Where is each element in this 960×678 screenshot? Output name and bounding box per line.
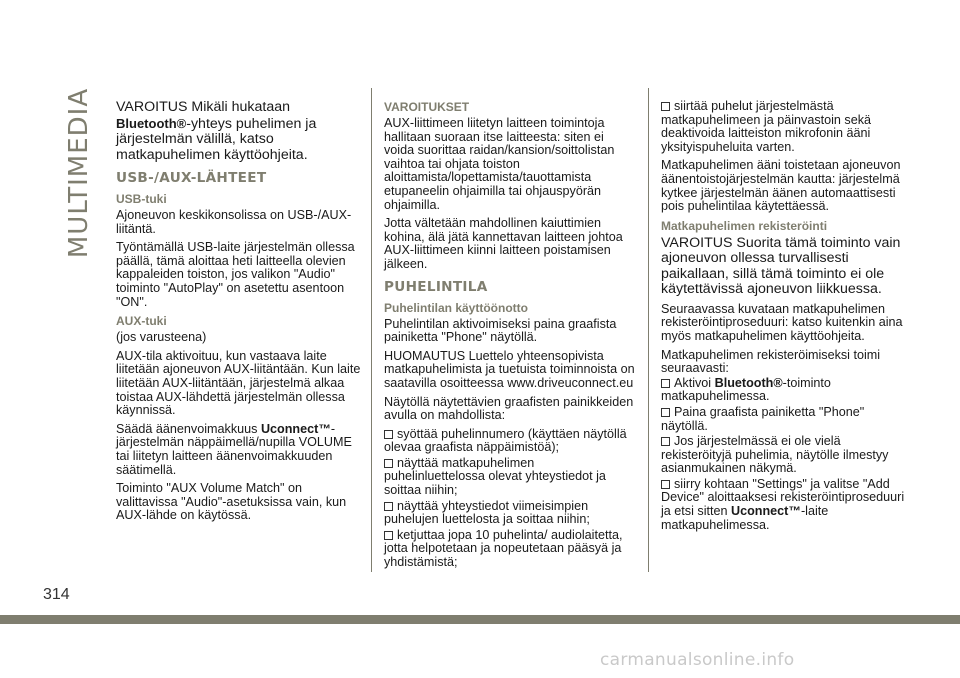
list-item: Aktivoi Bluetooth®-toiminto matkapuhelimessa.: [661, 375, 831, 404]
warning-registration: VAROITUS Suorita tämä toiminto vain ajoneuvon ollessa turvallisesti paikallaan, sillä tämä toiminto ei ole käytettävissä ajoneuvon liikkuessa.: [661, 234, 901, 298]
column-3: [661, 100, 913, 534]
subheading-phone-activation: Puhelintilan käyttöönotto: [384, 300, 528, 315]
paragraph: Ajoneuvon keskikonsolissa on USB-/AUX-liitäntä.: [116, 208, 352, 236]
column-divider: [648, 88, 649, 572]
paragraph: Toiminto "AUX Volume Match" on valittavissa "Audio"-asetuksissa vain, kun AUX-lähde on käytössä.: [116, 481, 347, 523]
side-label-text: MULTIMEDIA: [64, 87, 94, 258]
page-number: 314: [43, 586, 70, 603]
footer-bar: [0, 615, 960, 624]
column-divider: [371, 88, 372, 572]
paragraph: AUX-liittimeen liitetyn laitteen toimintoja hallitaan suoraan itse laitteesta: siten ei voida suorittaa raidan/kansion/soittolistan vaihtoa tai ohjata toiston aloittamista/lopettamista/tauottamista etupaneelin ohjaimilla tai ohjauspyörän ohjaimilla.: [384, 116, 615, 212]
list-item: Jos järjestelmässä ei ole vielä rekisteröityjä puhelimia, näytölle ilmestyy asianmukainen näkymä.: [661, 434, 889, 476]
checkbox-bullet-icon: [384, 502, 393, 511]
list-item: Paina graafista painiketta "Phone" näytöllä.: [661, 404, 865, 433]
column-2: [384, 100, 636, 572]
subheading-phone-registration: Matkapuhelimen rekisteröinti: [661, 218, 828, 233]
subheading-aux: AUX-tuki: [116, 314, 167, 329]
list-item: ketjuttaa jopa 10 puhelinta/ audiolaitetta, jotta helpotetaan ja nopeutetaan pääsyä ja yhdistämistä;: [384, 527, 623, 570]
paragraph: Puhelintilan aktivoimiseksi paina graafista painiketta "Phone" näytöllä.: [384, 316, 617, 345]
heading-warnings: VAROITUKSET: [384, 100, 470, 114]
paragraph: AUX-tila aktivoituu, kun vastaava laite liitetään ajoneuvon AUX-liitäntään. Kun laite liitetään AUX-liitäntään, järjestelmä alkaa toistaa AUX-lähdettä järjestelmän ollessa käynnissä.: [116, 348, 361, 418]
checkbox-bullet-icon: [661, 480, 670, 489]
list-item: näyttää yhteystiedot viimeisimpien puhelujen luettelosta ja soittaa niihin;: [384, 498, 590, 527]
list-item: siirry kohtaan "Settings" ja valitse "Add Device" aloittaaksesi rekisteröintiproseduuri ja etsi sitten Uconnect™-laite matkapuhelimessa.: [661, 476, 905, 532]
note: HUOMAUTUS Luettelo yhteensopivista matkapuhelimista ja tuetuista toiminnoista on saatavilla osoitteessa www.driveuconnect.eu: [384, 348, 635, 390]
list-item: näyttää matkapuhelimen puhelinluettelossa olevat yhteystiedot ja soittaa niihin;: [384, 455, 606, 498]
paragraph: Työntämällä USB-laite järjestelmän ollessa päällä, tämä aloittaa heti laitteella olevien kappaleiden toiston, jos valikon "Audio" toiminto "AutoPlay" on asetettu asentoon "ON".: [116, 240, 355, 309]
checkbox-bullet-icon: [384, 430, 393, 439]
paragraph: Matkapuhelimen ääni toistetaan ajoneuvon äänentoistojärjestelmän kautta: järjestelmä kytkee järjestelmän äänen automaattisesti pois puhelintilaa käytettäessä.: [661, 158, 901, 214]
checkbox-bullet-icon: [384, 459, 393, 468]
paragraph: Säädä äänenvoimakkuus Uconnect™-järjestelmän näppäimellä/nupilla VOLUME tai liitetyn laitteen äänenvoimakkuuden säätimellä.: [116, 421, 352, 477]
checkbox-bullet-icon: [661, 379, 670, 388]
checkbox-bullet-icon: [661, 437, 670, 446]
list-item: syöttää puhelinnumero (käyttäen näytöllä olevaa graafista näppäimistöä);: [384, 426, 627, 455]
paragraph: Näytöllä näytettävien graafisten painikkeiden avulla on mahdollista:: [384, 394, 634, 423]
checkbox-bullet-icon: [661, 408, 670, 417]
heading-usb-aux-sources: USB-/AUX-LÄHTEET: [116, 170, 267, 186]
paragraph: Jotta vältetään mahdollinen kaiuttimien kohina, älä jätä kannettavan laitteen johtoa AUX-liittimeen kiinni laitteen poistamisen jälkeen.: [384, 216, 623, 271]
section-side-label: [62, 85, 96, 260]
paragraph: (jos varusteena): [116, 330, 207, 345]
paragraph: Matkapuhelimen rekisteröimiseksi toimi seuraavasti:: [661, 347, 881, 376]
checkbox-bullet-icon: [661, 102, 670, 111]
paragraph: Seuraavassa kuvataan matkapuhelimen rekisteröintiproseduuri: katso kuitenkin aina myös matkapuhelimen käyttöohjeita.: [661, 301, 903, 343]
heading-phone-mode: PUHELINTILA: [384, 278, 488, 295]
subheading-usb: USB-tuki: [116, 192, 167, 206]
list-item: siirtää puhelut järjestelmästä matkapuhelimeen ja päinvastoin sekä deaktivoida laitteiston mikrofonin ääni yksityispuheluita varten.: [661, 99, 872, 154]
checkbox-bullet-icon: [384, 531, 393, 540]
column-1: [116, 100, 362, 528]
watermark: carmanualsonline.info: [600, 650, 795, 670]
warning-bluetooth: VAROITUS Mikäli hukataan Bluetooth®-yhteys puhelimen ja järjestelmän välillä, katso matkapuhelimen käyttöohjeita.: [116, 99, 317, 163]
